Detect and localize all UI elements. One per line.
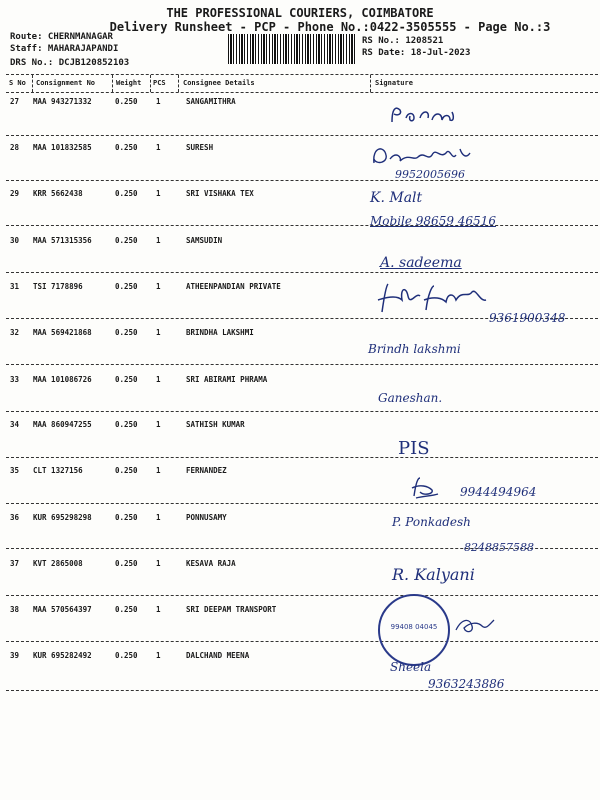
signature-35-phone: 9944494964 xyxy=(460,485,537,499)
row-divider xyxy=(6,503,598,504)
row-weight: 0.250 xyxy=(115,375,138,384)
row-sno: 36 xyxy=(10,513,20,522)
row-consignee: KESAVA RAJA xyxy=(186,559,236,568)
col-divider xyxy=(32,75,33,92)
header-top-rule xyxy=(6,74,598,75)
rs-number: RS No.: 1208521 xyxy=(362,36,444,46)
row-pcs: 1 xyxy=(156,466,161,475)
signature-31-phone: 9361900348 xyxy=(489,311,566,325)
signature-37-name: R. Kalyani xyxy=(392,565,475,584)
row-weight: 0.250 xyxy=(115,143,138,152)
stamp-number: 99408 04045 xyxy=(390,623,438,631)
row-consignment: MAA 860947255 xyxy=(33,420,92,429)
row-consignee: SRI DEEPAM TRANSPORT xyxy=(186,605,277,614)
drs-label: DRS No.: DCJB120852103 xyxy=(10,58,130,68)
signature-38 xyxy=(452,612,498,636)
col-header-consignee: Consignee Details xyxy=(183,79,255,87)
barcode-image xyxy=(228,34,356,64)
signature-36-phone: 8248857588 xyxy=(464,541,534,554)
row-sno: 27 xyxy=(10,97,20,106)
col-divider xyxy=(112,75,113,92)
row-sno: 30 xyxy=(10,236,20,245)
row-weight: 0.250 xyxy=(115,466,138,475)
row-consignment: MAA 571315356 xyxy=(33,236,92,245)
row-consignment: MAA 943271332 xyxy=(33,97,92,106)
row-consignment: MAA 101086726 xyxy=(33,375,92,384)
signature-30-name: A. sadeema xyxy=(380,255,462,271)
col-header-weight: Weight xyxy=(116,79,142,87)
row-sno: 38 xyxy=(10,605,20,614)
row-weight: 0.250 xyxy=(115,559,138,568)
row-pcs: 1 xyxy=(156,236,161,245)
signature-39-name: Sheela xyxy=(390,660,432,674)
row-pcs: 1 xyxy=(156,651,161,660)
signature-32-name: Brindh lakshmi xyxy=(368,342,461,356)
row-consignee: SATHISH KUMAR xyxy=(186,420,245,429)
row-weight: 0.250 xyxy=(115,97,138,106)
col-header-sno: S No xyxy=(9,79,26,87)
row-sno: 37 xyxy=(10,559,20,568)
row-sno: 31 xyxy=(10,282,20,291)
route-label: Route: CHERNMANAGAR xyxy=(10,32,113,42)
row-pcs: 1 xyxy=(156,513,161,522)
row-pcs: 1 xyxy=(156,605,161,614)
row-sno: 35 xyxy=(10,466,20,475)
row-consignment: KUR 695298298 xyxy=(33,513,92,522)
row-weight: 0.250 xyxy=(115,605,138,614)
row-consignee: PONNUSAMY xyxy=(186,513,227,522)
row-weight: 0.250 xyxy=(115,513,138,522)
row-consignment: MAA 569421868 xyxy=(33,328,92,337)
row-consignee: BRINDHA LAKSHMI xyxy=(186,328,254,337)
row-consignment: KVT 2865008 xyxy=(33,559,83,568)
row-divider xyxy=(6,690,598,691)
signature-35 xyxy=(410,474,440,500)
row-pcs: 1 xyxy=(156,143,161,152)
signature-29-phone: Mobile 98659 46516 xyxy=(370,214,496,228)
row-weight: 0.250 xyxy=(115,189,138,198)
col-header-pcs: PCS xyxy=(153,79,166,87)
row-consignment: KUR 695282492 xyxy=(33,651,92,660)
row-consignee: SANGAMITHRA xyxy=(186,97,236,106)
staff-label: Staff: MAHARAJAPANDI xyxy=(10,44,119,54)
signature-39-phone: 9363243886 xyxy=(428,677,505,691)
row-consignment: KRR 5662438 xyxy=(33,189,83,198)
row-pcs: 1 xyxy=(156,375,161,384)
tamil-signature-27 xyxy=(388,102,458,126)
col-divider xyxy=(150,75,151,92)
row-sno: 28 xyxy=(10,143,20,152)
row-pcs: 1 xyxy=(156,328,161,337)
row-weight: 0.250 xyxy=(115,236,138,245)
row-pcs: 1 xyxy=(156,420,161,429)
col-divider xyxy=(370,75,371,92)
row-divider xyxy=(6,411,598,412)
signature-34-name: PIS xyxy=(398,438,430,459)
row-sno: 39 xyxy=(10,651,20,660)
signature-31 xyxy=(376,280,494,316)
row-sno: 33 xyxy=(10,375,20,384)
row-consignee: SURESH xyxy=(186,143,214,152)
row-consignment: CLT 1327156 xyxy=(33,466,83,475)
row-pcs: 1 xyxy=(156,97,161,106)
row-divider xyxy=(6,364,598,365)
row-consignee: FERNANDEZ xyxy=(186,466,227,475)
row-divider xyxy=(6,272,598,273)
signature-33-name: Ganeshan. xyxy=(378,391,443,405)
runsheet-subtitle: Delivery Runsheet - PCP - Phone No.:0422-3505555 - Page No.:3 xyxy=(109,20,551,34)
row-weight: 0.250 xyxy=(115,328,138,337)
row-weight: 0.250 xyxy=(115,420,138,429)
row-sno: 34 xyxy=(10,420,20,429)
row-divider xyxy=(6,225,598,226)
transport-company-stamp xyxy=(378,594,450,666)
row-pcs: 1 xyxy=(156,189,161,198)
row-consignee: SRI VISHAKA TEX xyxy=(186,189,254,198)
row-sno: 32 xyxy=(10,328,20,337)
row-divider xyxy=(6,641,598,642)
signature-29-name: K. Malt xyxy=(370,190,423,206)
rs-date: RS Date: 18-Jul-2023 xyxy=(362,48,471,58)
company-title: THE PROFESSIONAL COURIERS, COIMBATORE xyxy=(166,6,434,20)
row-consignee: ATHEENPANDIAN PRIVATE xyxy=(186,282,281,291)
row-consignment: MAA 570564397 xyxy=(33,605,92,614)
row-divider xyxy=(6,180,598,181)
row-divider xyxy=(6,135,598,136)
row-weight: 0.250 xyxy=(115,282,138,291)
row-consignee: DALCHAND MEENA xyxy=(186,651,250,660)
signature-28 xyxy=(370,141,500,171)
row-sno: 29 xyxy=(10,189,20,198)
header-bottom-rule xyxy=(6,92,598,93)
col-header-consignment: Consignment No xyxy=(36,79,96,87)
row-pcs: 1 xyxy=(156,559,161,568)
col-divider xyxy=(178,75,179,92)
row-divider xyxy=(6,595,598,596)
row-consignee: SRI ABIRAMI PHRAMA xyxy=(186,375,268,384)
signature-36-name: P. Ponkadesh xyxy=(392,515,471,529)
row-pcs: 1 xyxy=(156,282,161,291)
row-consignment: MAA 101832585 xyxy=(33,143,92,152)
row-divider xyxy=(6,457,598,458)
row-consignee: SAMSUDIN xyxy=(186,236,223,245)
col-header-signature: Signature xyxy=(375,79,413,87)
row-consignment: TSI 7178896 xyxy=(33,282,83,291)
row-weight: 0.250 xyxy=(115,651,138,660)
signature-28-phone: 9952005696 xyxy=(395,168,465,181)
